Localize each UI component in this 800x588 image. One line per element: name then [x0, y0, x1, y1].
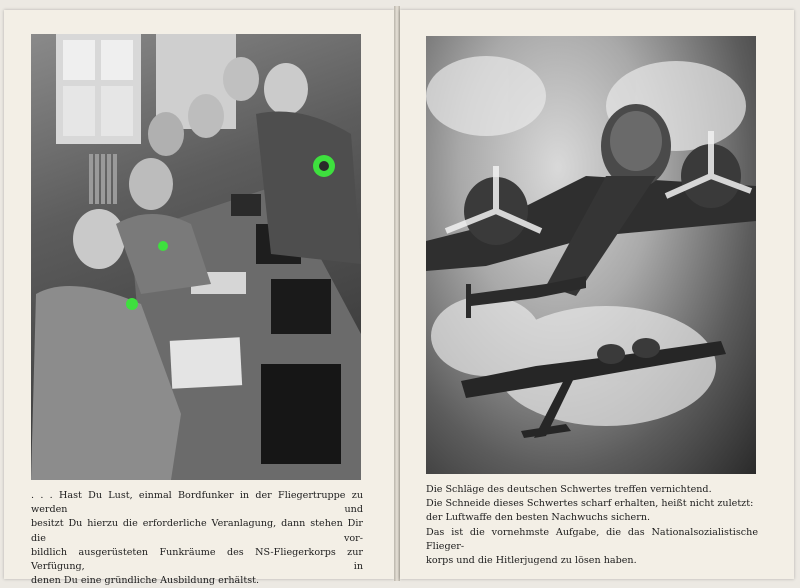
left-page: [4, 10, 394, 587]
caption-line: Das ist die vornehmste Aufgabe, die das Nationalsozialistische Flieger-: [426, 526, 758, 552]
caption-line: denen Du eine gründliche Ausbildung erhältst.: [31, 575, 260, 587]
bombers-photo: [426, 36, 756, 474]
caption-line: besitzt Du hierzu die erforderliche Veranlagung, dann stehen Dir die vor-: [31, 518, 363, 544]
caption-line: korps und die Hitlerjugend zu lösen haben.: [426, 555, 637, 567]
right-caption: [426, 483, 758, 568]
aircraft-illustration: [426, 36, 756, 474]
caption-line: Die Schläge des deutschen Schwertes treffen vernichtend.: [426, 484, 712, 495]
radio-training-photo: [31, 34, 361, 480]
left-caption: [31, 489, 363, 588]
caption-line: der Luftwaffe den besten Nachwuchs sichern.: [426, 512, 651, 524]
right-page: [400, 10, 794, 579]
radio-room-illustration: [31, 34, 361, 480]
caption-line: Die Schneide dieses Schwertes scharf erhalten, heißt nicht zuletzt:: [426, 498, 754, 510]
caption-line: bildlich ausgerüsteten Funkräume des NS-Fliegerkorps zur Verfügung, in: [31, 546, 363, 573]
caption-line: . . . Hast Du Lust, einmal Bordfunker in der Fliegertruppe zu werden und: [31, 490, 363, 516]
